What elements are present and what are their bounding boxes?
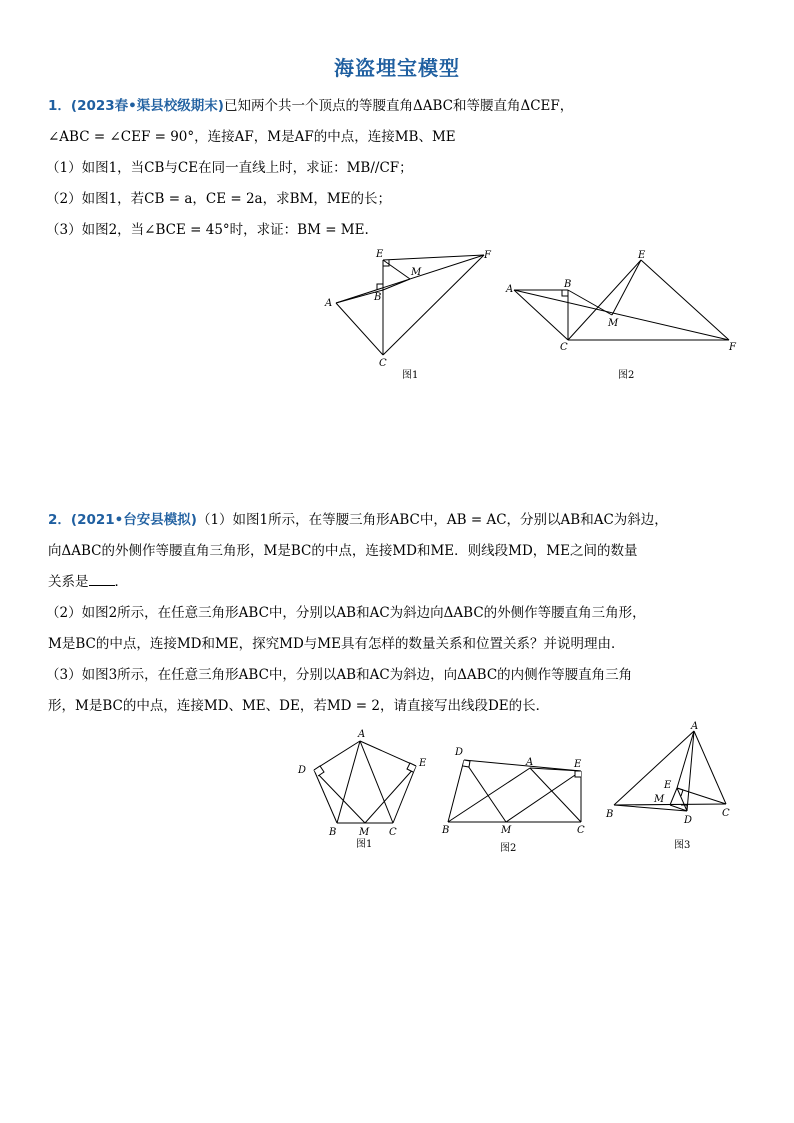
q2fig3-label-d: D [684,815,693,826]
fig1-label-b: B [374,292,382,303]
q2fig3-caption: 图3 [674,840,691,851]
q2fig2-label-c: C [577,825,585,836]
q1-line-2: ∠ABC = ∠CEF = 90°，连接AF，M是AF的中点，连接MB、ME [48,129,456,145]
q2fig1-label-e: E [419,758,427,769]
fig1-label-a: A [325,298,333,309]
fig1-label-f: F [484,250,491,261]
q2-text-3a: 关系是 [48,574,89,590]
q1-figure-2 [500,244,750,384]
q2fig2-label-b: B [442,825,450,836]
q2-number: 2． [48,512,71,528]
q2-text-1: （1）如图1所示，在等腰三角形ABC中，AB = AC，分别以AB和AC为斜边， [196,512,668,528]
q2-line-1 [48,511,788,529]
q2fig2-label-m: M [501,825,512,836]
q1-line-3: （1）如图1，当CB与CE在同一直线上时，求证：MB//CF； [46,160,413,176]
q2fig3-label-c: C [722,808,730,819]
q1-line-1 [48,97,788,115]
q2-figure-1 [294,726,434,856]
fig1-label-e: E [376,249,384,260]
q2fig2-caption: 图2 [500,843,517,854]
q2-figure-3 [602,718,742,858]
q2fig1-label-a: A [358,729,366,740]
q1-text-1: 已知两个共一个顶点的等腰直角ΔABC和等腰直角ΔCEF， [223,98,574,114]
q1-source: (2023春•渠县校级期末) [70,98,224,114]
q2-source: (2021•台安县模拟) [70,512,197,528]
fig2-caption: 图2 [618,370,635,381]
q2fig1-label-m: M [359,827,370,838]
fig1-label-m: M [411,267,422,278]
q2fig3-label-a: A [691,721,699,732]
q2-line-7: 形，M是BC的中点，连接MD、ME、DE，若MD = 2，请直接写出线段DE的长． [48,698,550,714]
q1-number: 1． [48,98,71,114]
fig2-label-b: B [564,279,572,290]
page-title: 海盗埋宝模型 [334,56,460,80]
q2fig2-label-d: D [455,747,464,758]
q2fig2-label-a: A [526,757,534,768]
q2-line-2: 向ΔABC的外侧作等腰直角三角形，M是BC的中点，连接MD和ME．则线段MD，ME之间的数量 [48,543,638,559]
q1-line-5: （3）如图2，当∠BCE = 45°时，求证：BM = ME. [46,222,369,238]
q2-line-3 [48,573,788,591]
q2-line-4: （2）如图2所示，在任意三角形ABC中，分别以AB和AC为斜边向ΔABC的外侧作等腰直角三角形， [46,605,646,621]
q2fig3-label-b: B [606,809,614,820]
fig2-label-f: F [729,342,736,353]
fig2-label-a: A [506,284,514,295]
q2-text-3b: ． [114,574,128,590]
fig2-label-c: C [560,342,568,353]
q1-figure-1 [318,244,498,384]
fig2-label-e: E [638,250,646,261]
q2-line-6: （3）如图3所示，在任意三角形ABC中，分别以AB和AC为斜边，向ΔABC的内侧作等腰直角三角 [46,667,633,683]
q1-line-4: （2）如图1，若CB = a，CE = 2a，求BM，ME的长； [46,191,392,207]
q2-figure-2 [438,742,598,857]
q2-line-5: M是BC的中点，连接MD和ME，探究MD与ME具有怎样的数量关系和位置关系？并说明理由． [48,636,625,652]
q2fig1-label-c: C [389,827,397,838]
q2fig3-label-m: M [654,794,665,805]
fig1-label-c: C [379,358,387,369]
q2fig2-label-e: E [574,759,582,770]
q2fig1-label-b: B [329,827,337,838]
q2fig1-label-d: D [298,765,307,776]
fig1-caption: 图1 [402,370,419,381]
q2fig3-label-e: E [664,780,672,791]
q2fig1-caption: 图1 [356,839,373,850]
answer-blank [89,573,115,586]
fig2-label-m: M [608,318,619,329]
